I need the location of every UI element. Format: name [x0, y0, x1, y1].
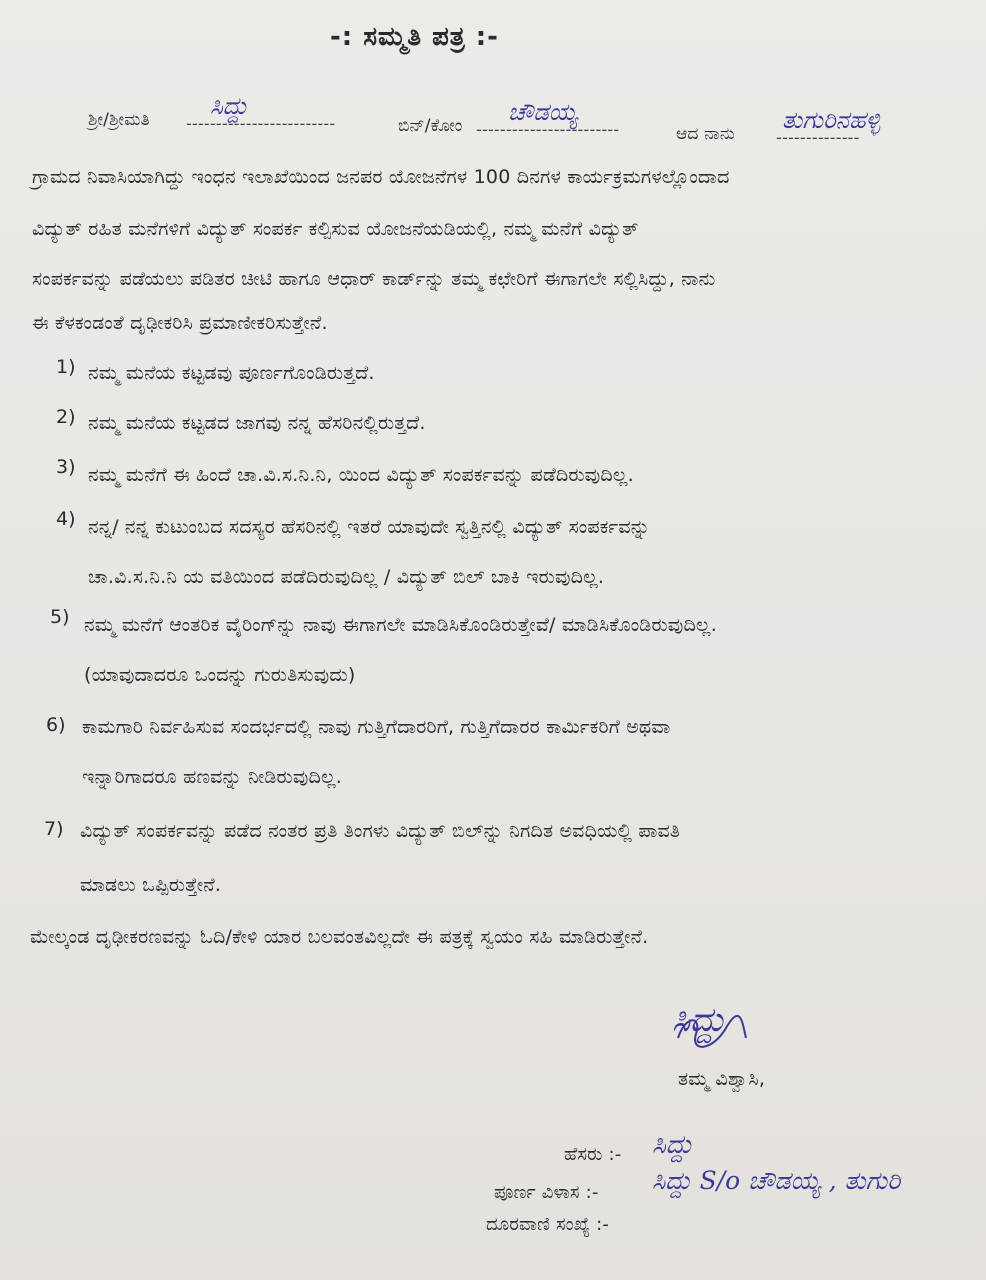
footer-address-value: ಸಿದ್ದು S/o ಚೌಡಯ್ಯ , ತುಗುರಿ [652, 1166, 901, 1195]
item-5-number: 5) [50, 606, 70, 628]
item-5-text-line-1: ನಮ್ಮ ಮನೆಗೆ ಆಂತರಿಕ ವೈರಿಂಗ್‌ನ್ನು ನಾವು ಈಗಾಗಲೇ ಮಾಡಿಸಿಕೊಂಡಿರುತ್ತೇವೆ/ ಮಾಡಿಸಿಕೊಂಡಿರುವುದಿಲ್ಲ. [84, 614, 717, 636]
document-title: -: ಸಮ್ಮತಿ ಪತ್ರ :- [330, 22, 499, 52]
item-4-number: 4) [56, 508, 76, 530]
item-2-text: ನಮ್ಮ ಮನೆಯ ಕಟ್ಟಡದ ಜಾಗವು ನನ್ನ ಹೆಸರಿನಲ್ಲಿರುತ್ತದೆ. [88, 412, 426, 434]
footer-name-label: ಹೆಸರು :- [564, 1144, 622, 1165]
item-1-text: ನಮ್ಮ ಮನೆಯ ಕಟ್ಟಡವು ಪೂರ್ಣಗೊಂಡಿರುತ್ತದೆ. [88, 362, 375, 384]
name-blank-line: ------------------------- [186, 114, 336, 133]
item-7-number: 7) [44, 818, 64, 840]
village-blank-line: -------------- [776, 128, 860, 147]
intro-line-3: ಸಂಪರ್ಕವನ್ನು ಪಡೆಯಲು ಪಡಿತರ ಚೀಟಿ ಹಾಗೂ ಆಧಾರ್ ಕಾರ್ಡ್‌ನ್ನು ತಮ್ಮ ಕಛೇರಿಗೆ ಈಗಾಗಲೇ ಸಲ್ಲಿಸಿದ್ದು, ನಾನು [32, 268, 716, 290]
handwritten-signature: ಸಿದ್ದು [672, 1000, 726, 1040]
handwritten-village: ತುಗುರಿನಹಳ್ಳಿ [782, 106, 881, 134]
item-7-text-line-1: ವಿದ್ಯುತ್ ಸಂಪರ್ಕವನ್ನು ಪಡೆದ ನಂತರ ಪ್ರತಿ ತಿಂಗಳು ವಿದ್ಯುತ್ ಬಿಲ್‌ನ್ನು ನಿಗದಿತ ಅವಧಿಯಲ್ಲಿ ಪಾವತಿ [80, 820, 681, 842]
footer-address-label: ಪೂರ್ಣ ವಿಳಾಸ :- [494, 1182, 599, 1203]
item-4-text-line-1: ನನ್ನ/ ನನ್ನ ಕುಟುಂಬದ ಸದಸ್ಯರ ಹೆಸರಿನಲ್ಲಿ ಇತರೆ ಯಾವುದೇ ಸ್ವತ್ತಿನಲ್ಲಿ ವಿದ್ಯುತ್ ಸಂಪರ್ಕವನ್ನು [88, 516, 651, 538]
handwritten-father-name: ಚೌಡಯ್ಯ [508, 98, 578, 126]
declaration-text: ಮೇಲ್ಕಂಡ ದೃಢೀಕರಣವನ್ನು ಓದಿ/ಕೇಳಿ ಯಾರ ಬಲವಂತವಿಲ್ಲದೇ ಈ ಪತ್ರಕ್ಕೆ ಸ್ವಯಂ ಸಹಿ ಮಾಡಿರುತ್ತೇನೆ. [30, 926, 649, 948]
signature-scribble-icon [672, 1008, 752, 1058]
item-2-number: 2) [56, 406, 76, 428]
intro-line-1: ಗ್ರಾಮದ ನಿವಾಸಿಯಾಗಿದ್ದು ಇಂಧನ ಇಲಾಖೆಯಿಂದ ಜನಪರ ಯೋಜನೆಗಳ 100 ದಿನಗಳ ಕಾರ್ಯಕ್ರಮಗಳಲ್ಲೊಂದಾದ [32, 166, 730, 188]
label-name: ಶ್ರೀ/ಶ್ರೀಮತಿ [88, 110, 150, 130]
item-7-text-line-2: ಮಾಡಲು ಒಪ್ಪಿರುತ್ತೇನೆ. [80, 874, 222, 896]
item-3-number: 3) [56, 456, 76, 478]
item-6-number: 6) [46, 714, 66, 736]
footer-name-value: ಸಿದ್ದು [652, 1130, 694, 1160]
intro-line-4: ಈ ಕೆಳಕಂಡಂತೆ ದೃಢೀಕರಿಸಿ ಪ್ರಮಾಣೀಕರಿಸುತ್ತೇನೆ. [32, 312, 328, 334]
label-aada-naanu: ಆದ ನಾನು [676, 124, 735, 144]
closing-text: ತಮ್ಮ ವಿಶ್ವಾಸಿ, [678, 1068, 766, 1090]
intro-line-2: ವಿದ್ಯುತ್ ರಹಿತ ಮನೆಗಳಿಗೆ ವಿದ್ಯುತ್ ಸಂಪರ್ಕ ಕಲ್ಪಿಸುವ ಯೋಜನೆಯಡಿಯಲ್ಲಿ, ನಮ್ಮ ಮನೆಗೆ ವಿದ್ಯುತ್ [32, 218, 639, 240]
item-4-text-line-2: ಚಾ.ವಿ.ಸ.ನಿ.ನಿ ಯ ವತಿಯಿಂದ ಪಡೆದಿರುವುದಿಲ್ಲ / ವಿದ್ಯುತ್ ಬಿಲ್ ಬಾಕಿ ಇರುವುದಿಲ್ಲ. [88, 566, 605, 588]
father-blank-line: ------------------------ [476, 120, 620, 139]
item-6-text-line-2: ಇನ್ನಾರಿಗಾದರೂ ಹಣವನ್ನು ನೀಡಿರುವುದಿಲ್ಲ. [82, 766, 343, 788]
item-3-text: ನಮ್ಮ ಮನೆಗೆ ಈ ಹಿಂದೆ ಚಾ.ವಿ.ಸ.ನಿ.ನಿ, ಯಿಂದ ವಿದ್ಯುತ್ ಸಂಪರ್ಕವನ್ನು ಪಡೆದಿರುವುದಿಲ್ಲ. [88, 464, 634, 486]
item-6-text-line-1: ಕಾಮಗಾರಿ ನಿರ್ವಹಿಸುವ ಸಂದರ್ಭದಲ್ಲಿ ನಾವು ಗುತ್ತಿಗೆದಾರರಿಗೆ, ಗುತ್ತಿಗೆದಾರರ ಕಾರ್ಮಿಕರಿಗೆ ಅಥವಾ [82, 716, 671, 738]
footer-phone-label: ದೂರವಾಣಿ ಸಂಖ್ಯೆ :- [486, 1214, 610, 1235]
item-5-text-line-2: (ಯಾವುದಾದರೂ ಒಂದನ್ನು ಗುರುತಿಸುವುದು) [84, 664, 356, 686]
item-1-number: 1) [56, 356, 76, 378]
handwritten-name: ಸಿದ್ದು [210, 92, 249, 120]
label-son-of: ಬಿನ್/ಕೋಂ [398, 116, 463, 136]
